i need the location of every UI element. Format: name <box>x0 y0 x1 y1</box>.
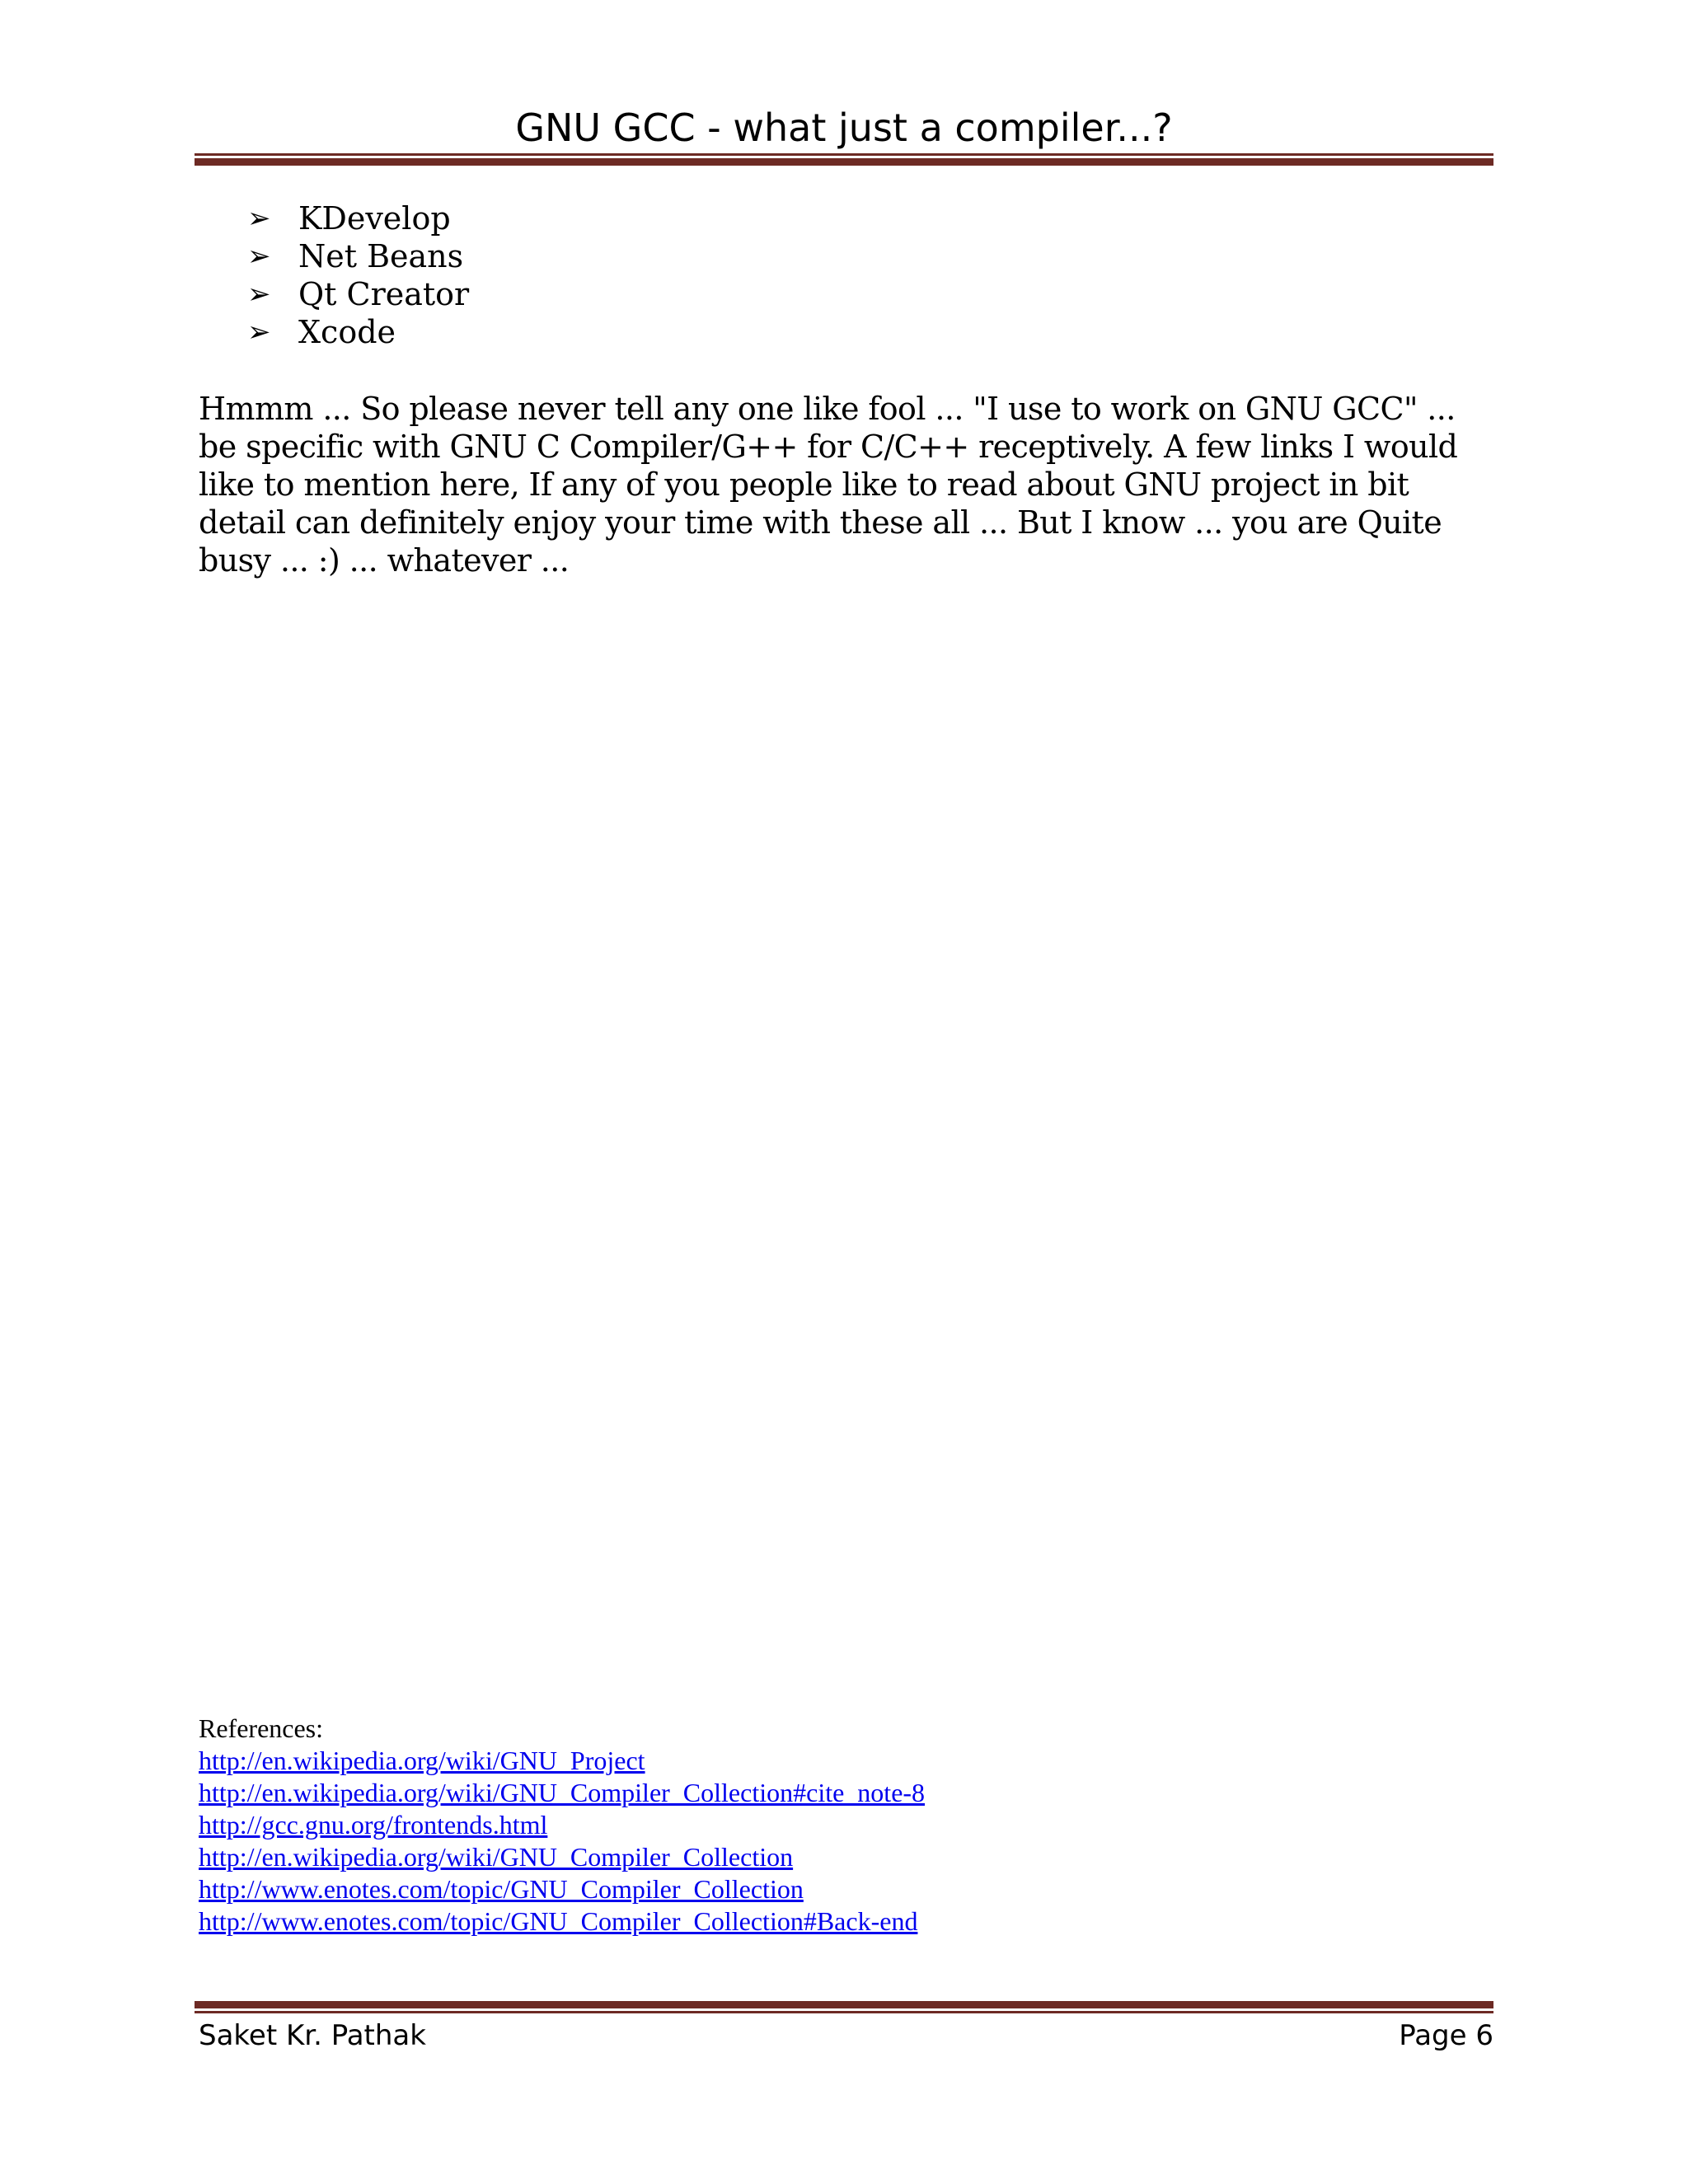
list-item <box>247 199 469 237</box>
list-item-label: Net Beans <box>298 238 464 274</box>
arrowhead-bullet-icon: ➢ <box>247 278 271 311</box>
footer-divider <box>195 2001 1493 2013</box>
reference-link[interactable]: http://en.wikipedia.org/wiki/GNU_Compiler_Collection <box>199 1842 794 1872</box>
references-section <box>199 1713 925 1938</box>
list-item-label: KDevelop <box>298 200 451 237</box>
references-heading: References: <box>199 1713 324 1743</box>
list-item <box>247 275 469 313</box>
body-paragraph: Hmmm ... So please never tell any one like fool ... "I use to work on GNU GCC" ... be specific with GNU C Compiler/G++ for C/C++ receptively. A few links I would like to mention here, If any of you people like to read about GNU project in bit detail can definitely enjoy your time with these all ... But I know ... you are Quite busy ... :) ... whatever ... <box>199 391 1458 579</box>
reference-link[interactable]: http://en.wikipedia.org/wiki/GNU_Project <box>199 1746 645 1775</box>
arrowhead-bullet-icon: ➢ <box>247 240 271 273</box>
reference-link[interactable]: http://gcc.gnu.org/frontends.html <box>199 1810 548 1840</box>
page-header-title: GNU GCC - what just a compiler...? <box>515 105 1173 150</box>
ide-bullet-list <box>247 199 469 351</box>
arrowhead-bullet-icon: ➢ <box>247 202 271 235</box>
footer-author: Saket Kr. Pathak <box>199 2019 426 2052</box>
reference-link[interactable]: http://www.enotes.com/topic/GNU_Compiler_Collection <box>199 1874 804 1904</box>
header-divider <box>195 153 1493 166</box>
list-item-label: Xcode <box>298 314 396 350</box>
list-item <box>247 237 469 275</box>
reference-link[interactable]: http://www.enotes.com/topic/GNU_Compiler_Collection#Back-end <box>199 1906 918 1936</box>
footer-page-number: Page 6 <box>1399 2019 1493 2052</box>
list-item <box>247 313 469 351</box>
reference-link[interactable]: http://en.wikipedia.org/wiki/GNU_Compiler_Collection#cite_note-8 <box>199 1778 926 1807</box>
list-item-label: Qt Creator <box>298 276 470 312</box>
arrowhead-bullet-icon: ➢ <box>247 316 271 349</box>
